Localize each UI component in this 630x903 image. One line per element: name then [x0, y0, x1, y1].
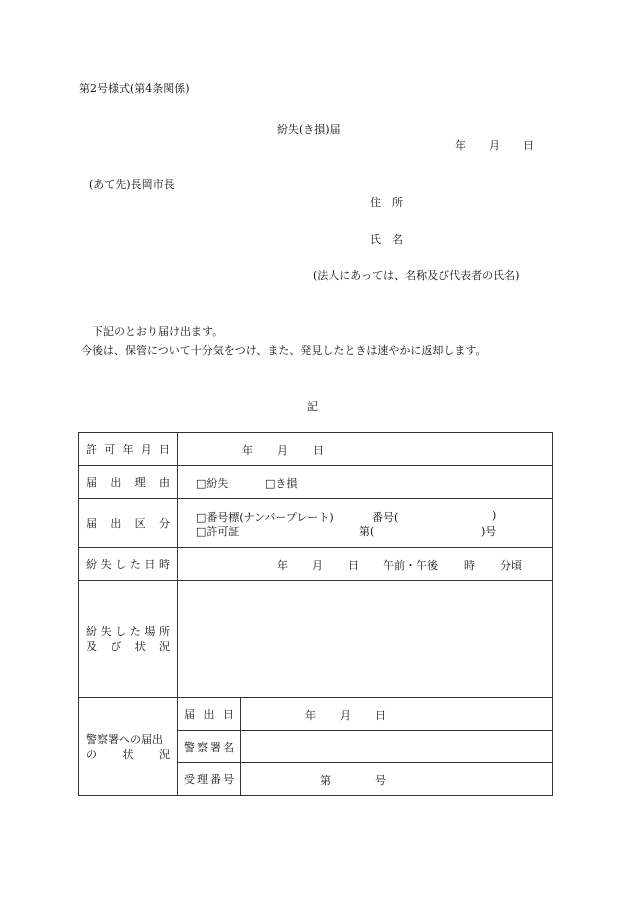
- permit-date-label: 許 可 年 月 日: [79, 433, 178, 466]
- police-report-date-field[interactable]: 年 月 日: [241, 698, 553, 731]
- police-status-label: 警察署への届出 の 状 況: [79, 698, 178, 796]
- date-day-unit: 日: [523, 139, 534, 152]
- checkbox-damaged[interactable]: □き損: [265, 477, 298, 490]
- lost-datetime-field[interactable]: 年 月 日 午前・午後 時 分頃: [178, 548, 553, 581]
- permit-number-close: )号: [481, 525, 497, 538]
- report-form-table: [78, 432, 553, 796]
- body-line-2: 今後は、保管について十分気をつけ、また、発見したときは速やかに返却します。: [81, 344, 487, 357]
- form-number: 第2号様式(第4条関係): [79, 82, 190, 95]
- checkbox-plate[interactable]: □番号標(ナンバープレート): [196, 511, 334, 524]
- row-lost-datetime: [79, 548, 553, 581]
- permit-date-field[interactable]: 年 月 日: [178, 433, 553, 466]
- lost-place-field[interactable]: [178, 581, 553, 698]
- row-permit-date: [79, 433, 553, 466]
- checkbox-lost[interactable]: □紛失: [196, 477, 229, 490]
- row-reason: [79, 466, 553, 499]
- police-report-date-label: 届 出 日: [178, 698, 241, 731]
- row-category: [79, 499, 553, 548]
- address-label: 住 所: [370, 196, 403, 209]
- lost-place-label: 紛 失 し た 場 所 及 び 状 況: [79, 581, 178, 698]
- reason-label: 届 出 理 由: [79, 466, 178, 499]
- date-year-unit: 年: [455, 139, 466, 152]
- category-field: [178, 499, 553, 548]
- plate-number-close: ): [492, 509, 497, 522]
- reason-field: [178, 466, 553, 499]
- receipt-number-field[interactable]: 第 号: [241, 763, 553, 796]
- addressee: (あて先)長岡市長: [89, 178, 175, 191]
- ki-heading: 記: [307, 400, 318, 413]
- document-title: 紛失(き損)届: [277, 123, 341, 136]
- date-month-unit: 月: [489, 139, 500, 152]
- name-label: 氏 名: [370, 233, 403, 246]
- lost-datetime-label: 紛 失 し た 日 時: [79, 548, 178, 581]
- category-label: 届 出 区 分: [79, 499, 178, 548]
- police-station-label: 警 察 署 名: [178, 731, 241, 763]
- body-line-1: 下記のとおり届け出ます。: [92, 325, 224, 338]
- police-station-field[interactable]: [241, 731, 553, 763]
- row-lost-place: [79, 581, 553, 698]
- receipt-number-label: 受 理 番 号: [178, 763, 241, 796]
- checkbox-permit[interactable]: □許可証: [196, 525, 240, 538]
- permit-number-open: 第(: [359, 525, 375, 538]
- row-police-report-date: [79, 698, 553, 731]
- corporation-note: (法人にあっては、名称及び代表者の氏名): [313, 269, 520, 282]
- plate-number-open: 番号(: [372, 511, 399, 524]
